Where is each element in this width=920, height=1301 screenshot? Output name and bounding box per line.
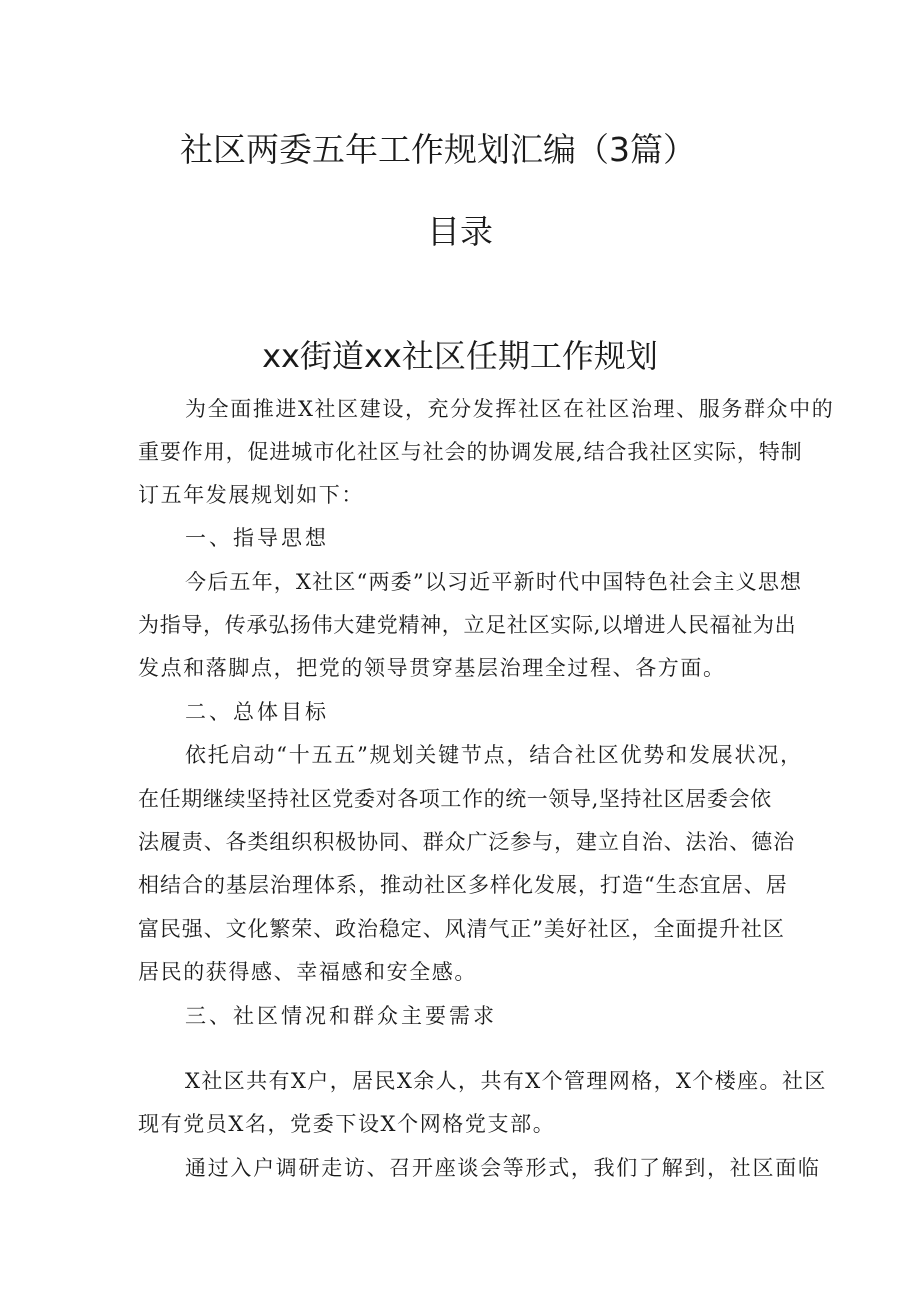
- para-3-line-1: X社区共有X户，居民X余人，共有X个管理网格，X个楼座。社区: [185, 1069, 827, 1093]
- document-title: 社区两委五年工作规划汇编（3篇）: [180, 130, 696, 169]
- para-2-line-6: 居民的获得感、幸福感和安全感。: [138, 960, 477, 984]
- table-of-contents-heading: 目录: [427, 212, 493, 251]
- para-2-line-1: 依托启动“十五五”规划关键节点，结合社区优势和发展状况，: [185, 743, 803, 767]
- para-1-line-1: 今后五年，X社区“两委”以习近平新时代中国特色社会主义思想: [185, 570, 803, 594]
- intro-line-1: 为全面推进X社区建设，充分发挥社区在社区治理、服务群众中的: [185, 397, 835, 421]
- para-2-line-4: 相结合的基层治理体系，推动社区多样化发展，打造“生态宜居、居: [138, 873, 788, 897]
- para-2-line-2: 在任期继续坚持社区党委对各项工作的统一领导,坚持社区居委会依: [138, 787, 772, 811]
- para-4-line-1: 通过入户调研走访、召开座谈会等形式，我们了解到，社区面临: [185, 1156, 821, 1180]
- intro-line-3: 订五年发展规划如下：: [138, 483, 364, 507]
- section-title: xx街道xx社区任期工作规划: [262, 337, 658, 375]
- heading-community-needs: 三、社区情况和群众主要需求: [185, 1004, 497, 1028]
- para-2-line-3: 法履责、各类组织积极协同、群众广泛参与，建立自治、法治、德治: [138, 830, 795, 854]
- para-1-line-3: 发点和落脚点，把党的领导贯穿基层治理全过程、各方面。: [138, 656, 726, 680]
- heading-guiding-ideology: 一、指导思想: [185, 526, 329, 550]
- intro-line-2: 重要作用，促进城市化社区与社会的协调发展,结合我社区实际，特制: [138, 440, 803, 464]
- para-1-line-2: 为指导，传承弘扬伟大建党精神，立足社区实际,以增进人民福祉为出: [138, 613, 797, 637]
- para-3-line-2: 现有党员X名，党委下设X个网格党支部。: [138, 1112, 556, 1136]
- para-2-line-5: 富民强、文化繁荣、政治稳定、风清气正”美好社区，全面提升社区: [138, 917, 785, 941]
- heading-overall-goals: 二、总体目标: [185, 700, 329, 724]
